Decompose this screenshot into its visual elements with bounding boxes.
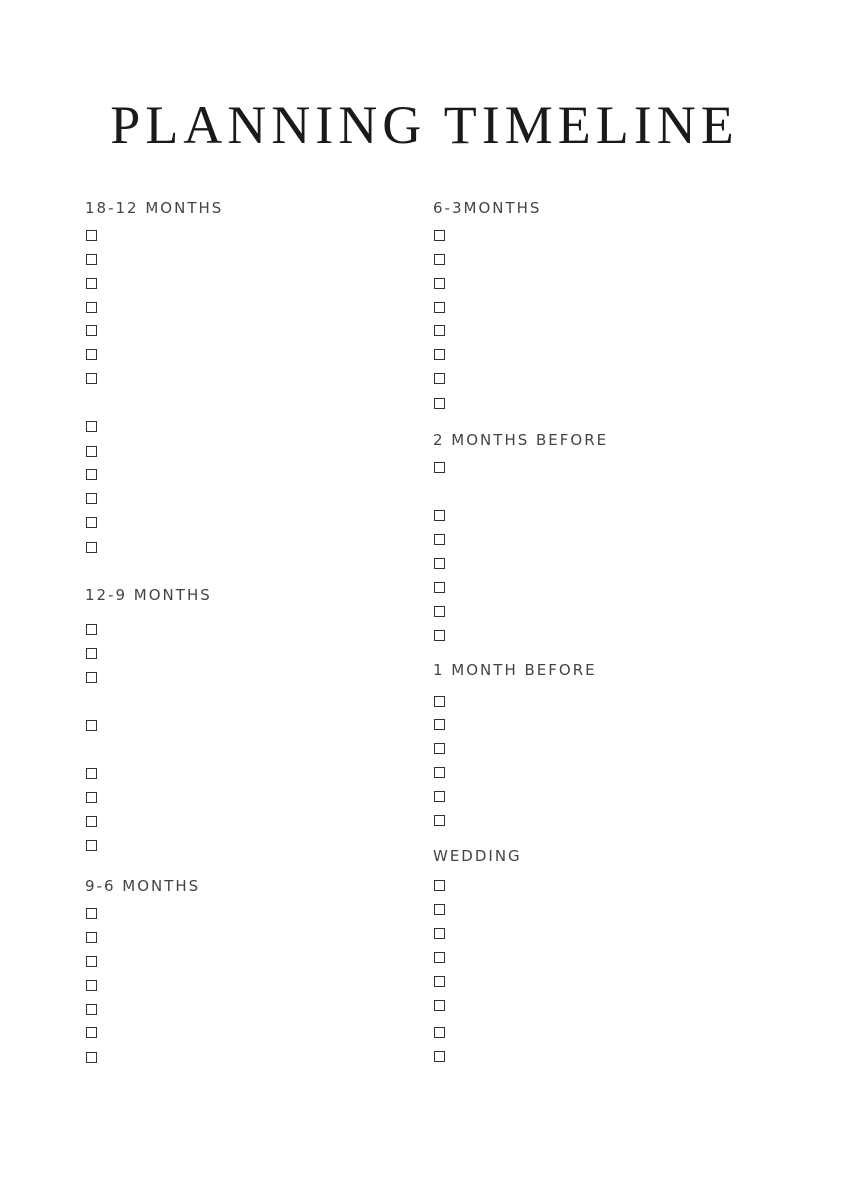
checkbox[interactable] <box>434 254 445 265</box>
checkbox[interactable] <box>86 325 97 336</box>
checkbox[interactable] <box>86 624 97 635</box>
checkbox[interactable] <box>86 956 97 967</box>
checkbox[interactable] <box>86 517 97 528</box>
section-heading-wedding: WEDDING <box>433 847 522 865</box>
section-heading-2-months-before: 2 MONTHS BEFORE <box>433 431 609 449</box>
checkbox[interactable] <box>86 493 97 504</box>
checkbox[interactable] <box>86 816 97 827</box>
checkbox[interactable] <box>434 904 445 915</box>
checkbox[interactable] <box>434 230 445 241</box>
checkbox[interactable] <box>86 932 97 943</box>
checkbox[interactable] <box>86 792 97 803</box>
checkbox[interactable] <box>434 767 445 778</box>
checkbox[interactable] <box>86 421 97 432</box>
checkbox[interactable] <box>434 302 445 313</box>
checkbox[interactable] <box>434 928 445 939</box>
checkbox[interactable] <box>86 542 97 553</box>
section-heading-18-12-months: 18-12 MONTHS <box>85 199 224 217</box>
checkbox[interactable] <box>86 1027 97 1038</box>
section-heading-12-9-months: 12-9 MONTHS <box>85 586 212 604</box>
checkbox[interactable] <box>434 630 445 641</box>
checkbox[interactable] <box>434 1051 445 1062</box>
checkbox[interactable] <box>434 606 445 617</box>
checkbox[interactable] <box>434 373 445 384</box>
checkbox[interactable] <box>86 908 97 919</box>
checkbox[interactable] <box>434 534 445 545</box>
section-heading-6-3-months: 6-3MONTHS <box>433 199 542 217</box>
page-title: PLANNING TIMELINE <box>110 95 739 155</box>
checkbox[interactable] <box>434 815 445 826</box>
checkbox[interactable] <box>86 840 97 851</box>
checkbox[interactable] <box>86 1004 97 1015</box>
checkbox[interactable] <box>434 349 445 360</box>
checkbox[interactable] <box>86 980 97 991</box>
checkbox[interactable] <box>86 1052 97 1063</box>
checkbox[interactable] <box>434 880 445 891</box>
checkbox[interactable] <box>434 325 445 336</box>
checkbox[interactable] <box>434 743 445 754</box>
checkbox[interactable] <box>434 719 445 730</box>
checkbox[interactable] <box>434 1027 445 1038</box>
checkbox[interactable] <box>86 373 97 384</box>
checkbox[interactable] <box>434 462 445 473</box>
section-heading-9-6-months: 9-6 MONTHS <box>85 877 201 895</box>
checkbox[interactable] <box>86 469 97 480</box>
checkbox[interactable] <box>86 446 97 457</box>
checkbox[interactable] <box>434 791 445 802</box>
checkbox[interactable] <box>434 582 445 593</box>
checkbox[interactable] <box>434 1000 445 1011</box>
checkbox[interactable] <box>434 278 445 289</box>
checkbox[interactable] <box>86 648 97 659</box>
checkbox[interactable] <box>434 952 445 963</box>
checkbox[interactable] <box>434 398 445 409</box>
checkbox[interactable] <box>86 349 97 360</box>
checkbox[interactable] <box>434 696 445 707</box>
checkbox[interactable] <box>434 976 445 987</box>
checkbox[interactable] <box>86 278 97 289</box>
checkbox[interactable] <box>434 510 445 521</box>
checkbox[interactable] <box>86 302 97 313</box>
checkbox[interactable] <box>86 254 97 265</box>
checkbox[interactable] <box>86 768 97 779</box>
checkbox[interactable] <box>86 720 97 731</box>
section-heading-1-month-before: 1 MONTH BEFORE <box>433 661 597 679</box>
checkbox[interactable] <box>86 230 97 241</box>
checkbox[interactable] <box>86 672 97 683</box>
checkbox[interactable] <box>434 558 445 569</box>
